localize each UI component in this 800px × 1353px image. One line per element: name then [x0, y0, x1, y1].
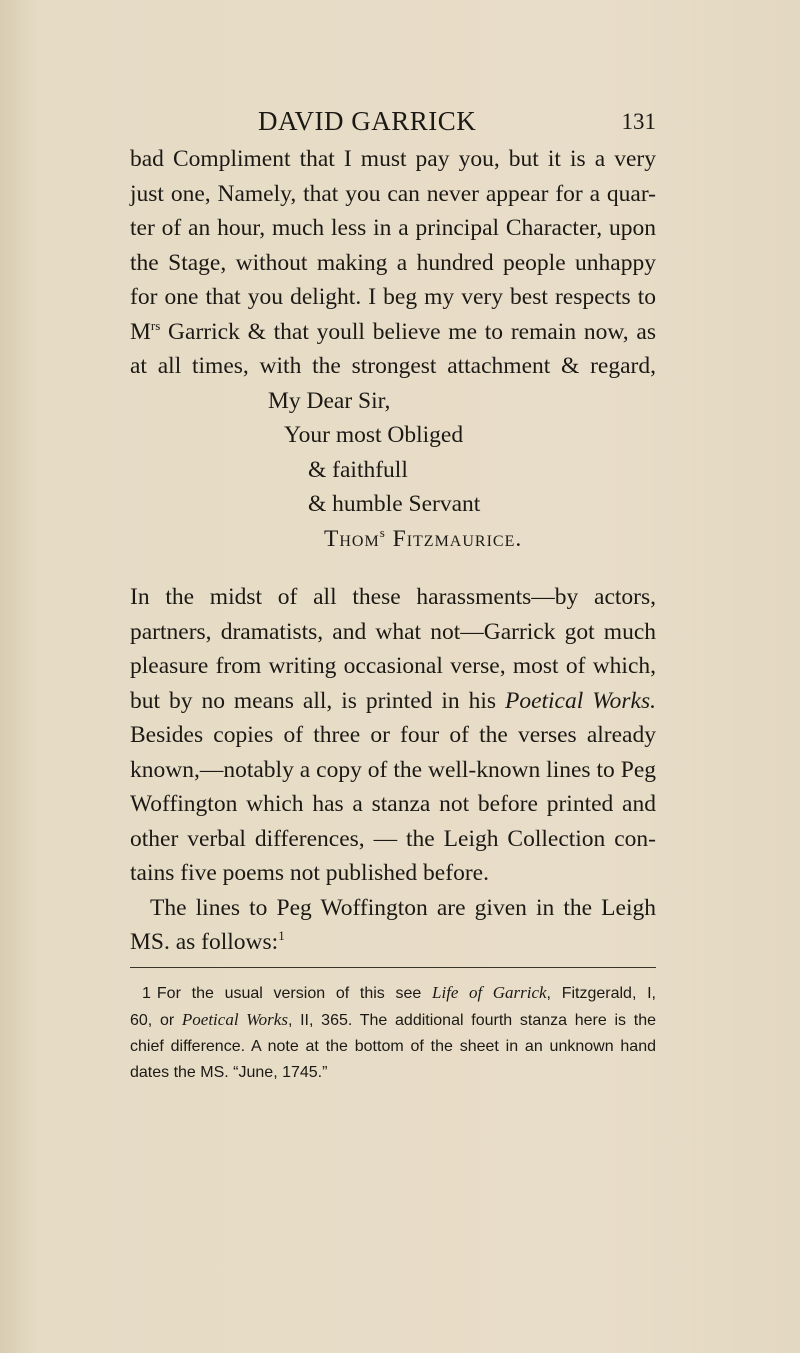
footnote-number: 1 — [142, 985, 151, 1002]
closing-line: & faithfull — [308, 456, 408, 483]
paragraph-line — [130, 925, 656, 960]
paragraph-line: other verbal differences, — the Leigh Collection con- — [130, 825, 656, 852]
letter-signature — [324, 522, 656, 557]
mrs-superscript: rs — [150, 317, 161, 333]
letter-closing — [268, 384, 656, 522]
paragraph-line: known,—notably a copy of the well-known lines to Peg — [130, 756, 656, 783]
paragraph-line-text: but by no means all, is printed in his — [130, 687, 505, 714]
footnote-line — [130, 980, 656, 1007]
running-head: DAVID GARRICK — [258, 106, 477, 136]
letter-line: at all times, with the strongest attachment & regard, — [130, 353, 656, 379]
paragraph-line-text: MS. as follows: — [130, 929, 279, 955]
paragraph-woffington — [130, 891, 656, 960]
closing-line: Your most Obliged — [284, 422, 464, 448]
letter-line: bad Compliment that I must pay you, but it is a very — [130, 146, 656, 172]
mrs-abbrev: M — [130, 318, 151, 345]
italic-title: Poetical Works — [181, 1010, 288, 1029]
letter-line: ter of an hour, much less in a principal Character, upon — [130, 215, 656, 241]
paragraph-line: partners, dramatists, and what not—Garrick got much — [130, 618, 656, 645]
italic-title: Poetical Works. — [504, 687, 656, 714]
letter-line: for one that you delight. I beg my very best respects to — [130, 284, 656, 310]
italic-title: Life of Garrick — [432, 983, 547, 1002]
letter-line-text: Garrick & that youll believe me to remain now, as — [160, 318, 656, 345]
signature-first: Thom — [324, 525, 380, 552]
paragraph-harassments — [130, 580, 656, 891]
paragraph-line: Woffington which has a stanza not before printed and — [130, 791, 656, 817]
closing-line: My Dear Sir, — [268, 387, 391, 414]
paragraph-line: tains five poems not published before. — [130, 860, 489, 886]
paragraph-line — [130, 684, 656, 719]
paragraph-line: The lines to Peg Woffington are given in the Leigh — [150, 894, 656, 921]
letter-line: just one, Namely, that you can never appear for a quar- — [130, 180, 656, 207]
footnote-text: , Fitzgerald, I, — [546, 985, 657, 1002]
footnote — [130, 980, 656, 1086]
body-text — [130, 142, 656, 960]
footnote-line: dates the MS. “June, 1745.” — [130, 1064, 328, 1081]
paragraph-line: In the midst of all these harassments—by actors, — [130, 584, 656, 610]
paragraph-line: Besides copies of three or four of the verses already — [130, 722, 656, 748]
signature-rest: Fitzmaurice. — [385, 525, 523, 552]
footnote-line: chief difference. A note at the bottom of the sheet in an unknown hand — [130, 1038, 656, 1055]
footnote-text: 60, or — [130, 1012, 182, 1029]
closing-line: & humble Servant — [308, 491, 481, 517]
footnote-line — [130, 1007, 656, 1034]
letter-line: the Stage, without making a hundred people unhappy — [130, 249, 656, 276]
paragraph-line: pleasure from writing occasional verse, most of which, — [130, 653, 656, 679]
footnote-marker: 1 — [278, 928, 285, 944]
page-number: 131 — [621, 109, 656, 134]
footnote-text: , II, 365. The additional fourth stanza here is the — [287, 1012, 656, 1029]
footnote-rule — [130, 967, 656, 968]
signature-superscript: s — [379, 524, 386, 540]
page-header — [130, 106, 656, 140]
letter-line — [130, 315, 656, 350]
footnote-text: For the usual version of this see — [156, 985, 433, 1002]
letter-excerpt — [130, 142, 656, 556]
